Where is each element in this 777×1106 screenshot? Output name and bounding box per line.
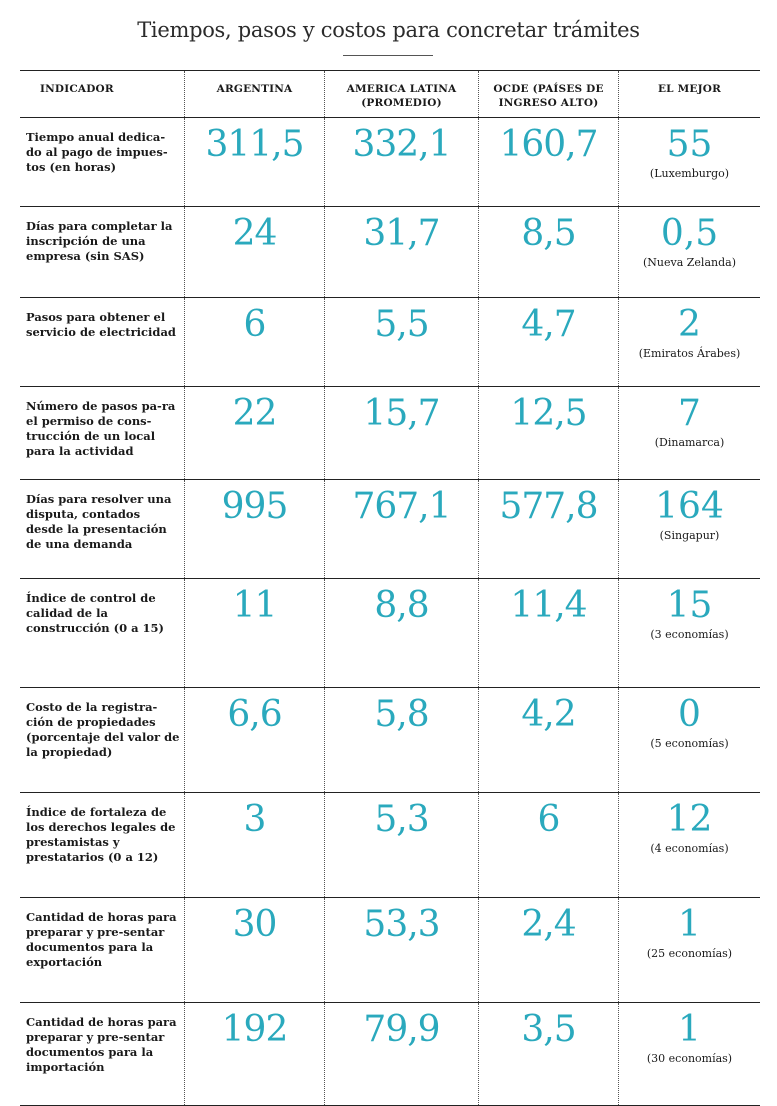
value-argentina: 24 (184, 207, 324, 297)
indicators-table (20, 70, 760, 1106)
indicator-label: Días para completar la inscripción de una empresa (sin SAS) (26, 219, 173, 263)
table-row (20, 480, 760, 579)
value-america-latina: 8,8 (324, 579, 478, 687)
indicator-label: Cantidad de horas para preparar y pre-sentar documentos para la importación (26, 1015, 177, 1074)
value-america-latina: 332,1 (324, 118, 478, 206)
value-el-mejor: 55 (666, 124, 713, 165)
table-row (20, 207, 760, 298)
indicator-label: Tiempo anual dedica-do al pago de impues-tos (en horas) (26, 130, 168, 174)
best-country-note: (25 economías) (646, 947, 733, 960)
page-title: Tiempos, pasos y costos para concretar trámites (137, 18, 640, 42)
value-el-mejor: 0 (678, 694, 701, 735)
value-ocde: 577,8 (478, 480, 618, 578)
value-ocde: 12,5 (478, 387, 618, 479)
title-divider (343, 55, 433, 56)
value-ocde: 160,7 (478, 118, 618, 206)
value-el-mejor: 1 (678, 904, 701, 945)
best-country-note: (Nueva Zelanda) (643, 256, 736, 269)
best-cell (618, 480, 760, 578)
best-cell (618, 688, 760, 792)
indicator-label: Costo de la registra-ción de propiedades (porcentaje del valor de la propiedad) (26, 700, 180, 759)
value-america-latina: 15,7 (324, 387, 478, 479)
value-argentina: 6,6 (184, 688, 324, 792)
header-america-latina (324, 71, 478, 117)
best-cell (618, 298, 760, 386)
value-america-latina: 767,1 (324, 480, 478, 578)
value-ocde: 4,7 (478, 298, 618, 386)
best-cell (618, 118, 760, 206)
table-row (20, 298, 760, 387)
value-el-mejor: 1 (678, 1009, 701, 1050)
value-america-latina: 79,9 (324, 1003, 478, 1105)
value-ocde: 4,2 (478, 688, 618, 792)
table-row (20, 1003, 760, 1106)
header-ocde-text: OCDE (PAÍSES DE INGRESO ALTO) (493, 83, 604, 109)
value-america-latina: 5,3 (324, 793, 478, 897)
value-argentina: 22 (184, 387, 324, 479)
value-argentina: 11 (184, 579, 324, 687)
best-cell (618, 387, 760, 479)
best-country-note: (4 economías) (650, 842, 729, 855)
best-cell (618, 579, 760, 687)
header-argentina: ARGENTINA (184, 71, 324, 117)
value-el-mejor: 164 (655, 486, 724, 527)
best-cell (618, 898, 760, 1002)
header-el-mejor: EL MEJOR (618, 71, 760, 117)
value-argentina: 192 (184, 1003, 324, 1105)
table-row (20, 579, 760, 688)
value-ocde: 8,5 (478, 207, 618, 297)
table-row (20, 793, 760, 898)
table-header-row (20, 70, 760, 118)
value-ocde: 11,4 (478, 579, 618, 687)
table-row (20, 118, 760, 207)
value-el-mejor: 7 (678, 393, 701, 434)
header-indicador: INDICADOR (40, 83, 114, 95)
best-country-note: (Emiratos Árabes) (638, 347, 741, 360)
best-cell (618, 1003, 760, 1105)
value-argentina: 6 (184, 298, 324, 386)
value-el-mejor: 0,5 (660, 213, 719, 254)
best-cell (618, 207, 760, 297)
indicator-label: Días para resolver una disputa, contados desde la presentación de una demanda (26, 492, 172, 551)
best-country-note: (5 economías) (650, 737, 729, 750)
best-country-note: (Singapur) (659, 529, 720, 542)
value-ocde: 6 (478, 793, 618, 897)
best-country-note: (Luxemburgo) (649, 167, 730, 180)
value-el-mejor: 12 (666, 799, 713, 840)
value-america-latina: 53,3 (324, 898, 478, 1002)
table-row (20, 898, 760, 1003)
header-america-latina-text: AMERICA LATINA (PROMEDIO) (346, 83, 457, 109)
indicator-label: Cantidad de horas para preparar y pre-sentar documentos para la exportación (26, 910, 177, 969)
value-ocde: 3,5 (478, 1003, 618, 1105)
table-body (20, 118, 760, 1106)
indicator-label: Pasos para obtener el servicio de electricidad (26, 310, 176, 339)
value-america-latina: 5,5 (324, 298, 478, 386)
best-country-note: (30 economías) (646, 1052, 733, 1065)
value-america-latina: 5,8 (324, 688, 478, 792)
best-country-note: (Dinamarca) (654, 436, 725, 449)
value-argentina: 3 (184, 793, 324, 897)
value-america-latina: 31,7 (324, 207, 478, 297)
value-argentina: 995 (184, 480, 324, 578)
best-cell (618, 793, 760, 897)
table-row (20, 387, 760, 480)
indicator-label: Índice de control de calidad de la construcción (0 a 15) (26, 591, 164, 635)
header-ocde (478, 71, 618, 117)
value-el-mejor: 15 (666, 585, 713, 626)
value-argentina: 30 (184, 898, 324, 1002)
table-row (20, 688, 760, 793)
value-ocde: 2,4 (478, 898, 618, 1002)
value-argentina: 311,5 (184, 118, 324, 206)
indicator-label: Número de pasos pa-ra el permiso de cons-trucción de un local para la actividad (26, 399, 176, 458)
best-country-note: (3 economías) (650, 628, 729, 641)
indicator-label: Índice de fortaleza de los derechos legales de prestamistas y prestatarios (0 a 12) (26, 805, 176, 864)
value-el-mejor: 2 (678, 304, 701, 345)
